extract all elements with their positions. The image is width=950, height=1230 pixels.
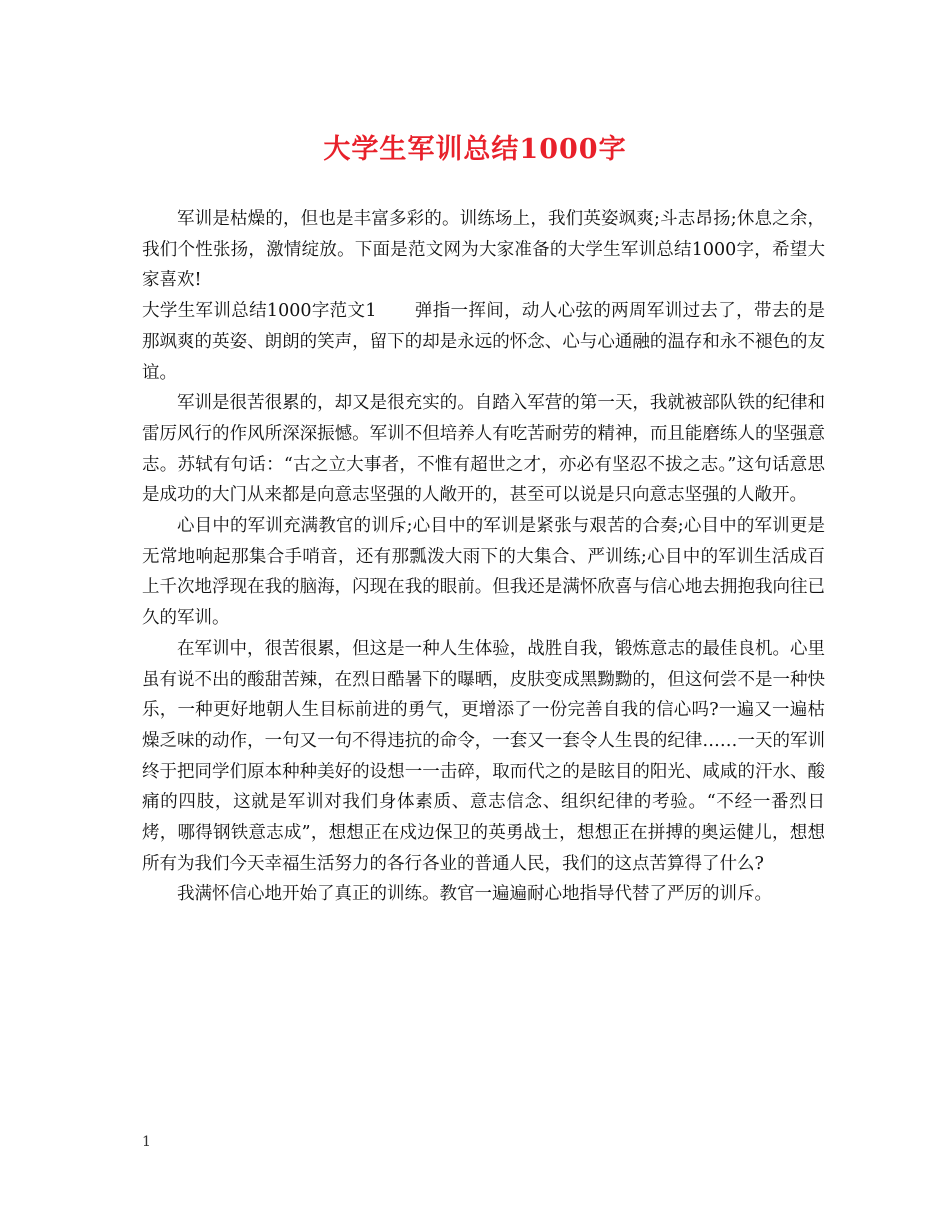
- body-paragraph-3: 在军训中，很苦很累，但这是一种人生体验，战胜自我，锻炼意志的最佳良机。心里虽有说不出的酸甜苦辣，在烈日酷暑下的曝晒，皮肤变成黑黝黝的，但这何尝不是一种快乐，一种更好地朝人生目标前进的勇气，更增添了一份完善自我的信心吗?一遍又一遍枯燥乏味的动作，一句又一句不得违抗的命令，一套又一套令人生畏的纪律……一天的军训终于把同学们原本种种美好的设想一一击碎，取而代之的是眩目的阳光、咸咸的汗水、酸痛的四肢，这就是军训对我们身体素质、意志信念、组织纪律的考验。“不经一番烈日烤，哪得钢铁意志成”，想想正在戍边保卫的英勇战士，想想正在拼搏的奥运健儿，想想所有为我们今天幸福生活努力的各行各业的普通人民，我们的这点苦算得了什么?: [142, 638, 825, 874]
- page-number: 1: [142, 1134, 151, 1150]
- section-opening-text: 弹指一挥间，动人心弦的两周军训过去了，带去的是那飒爽的英姿、朗朗的笑声，留下的却是永远的怀念、心与心通融的温存和永不褪色的友谊。: [142, 301, 825, 383]
- document-body: [142, 204, 825, 910]
- body-paragraph-4: 我满怀信心地开始了真正的训练。教官一遍遍耐心地指导代替了严厉的训斥。: [177, 884, 772, 905]
- section-paragraph: [142, 296, 825, 388]
- intro-paragraph: 军训是枯燥的，但也是丰富多彩的。训练场上，我们英姿飒爽;斗志昂扬;休息之余，我们个性张扬，激情绽放。下面是范文网为大家准备的大学生军训总结1000字，希望大家喜欢!: [142, 209, 825, 291]
- body-paragraph-1: 军训是很苦很累的，却又是很充实的。自踏入军营的第一天，我就被部队铁的纪律和雷厉风行的作风所深深振憾。军训不但培养人有吃苦耐劳的精神，而且能磨练人的坚强意志。苏轼有句话：“古之立大事者，不惟有超世之才，亦必有坚忍不拔之志。”这句话意思是成功的大门从来都是向意志坚强的人敞开的，甚至可以说是只向意志坚强的人敞开。: [142, 393, 825, 506]
- body-paragraph-2: 心目中的军训充满教官的训斥;心目中的军训是紧张与艰苦的合奏;心目中的军训更是无常地响起那集合手哨音，还有那瓢泼大雨下的大集合、严训练;心目中的军训生活成百上千次地浮现在我的脑海，闪现在我的眼前。但我还是满怀欣喜与信心地去拥抱我向往已久的军训。: [142, 516, 825, 629]
- section-heading: 大学生军训总结1000字范文1: [142, 301, 377, 322]
- document-title: 大学生军训总结1000字: [323, 134, 627, 165]
